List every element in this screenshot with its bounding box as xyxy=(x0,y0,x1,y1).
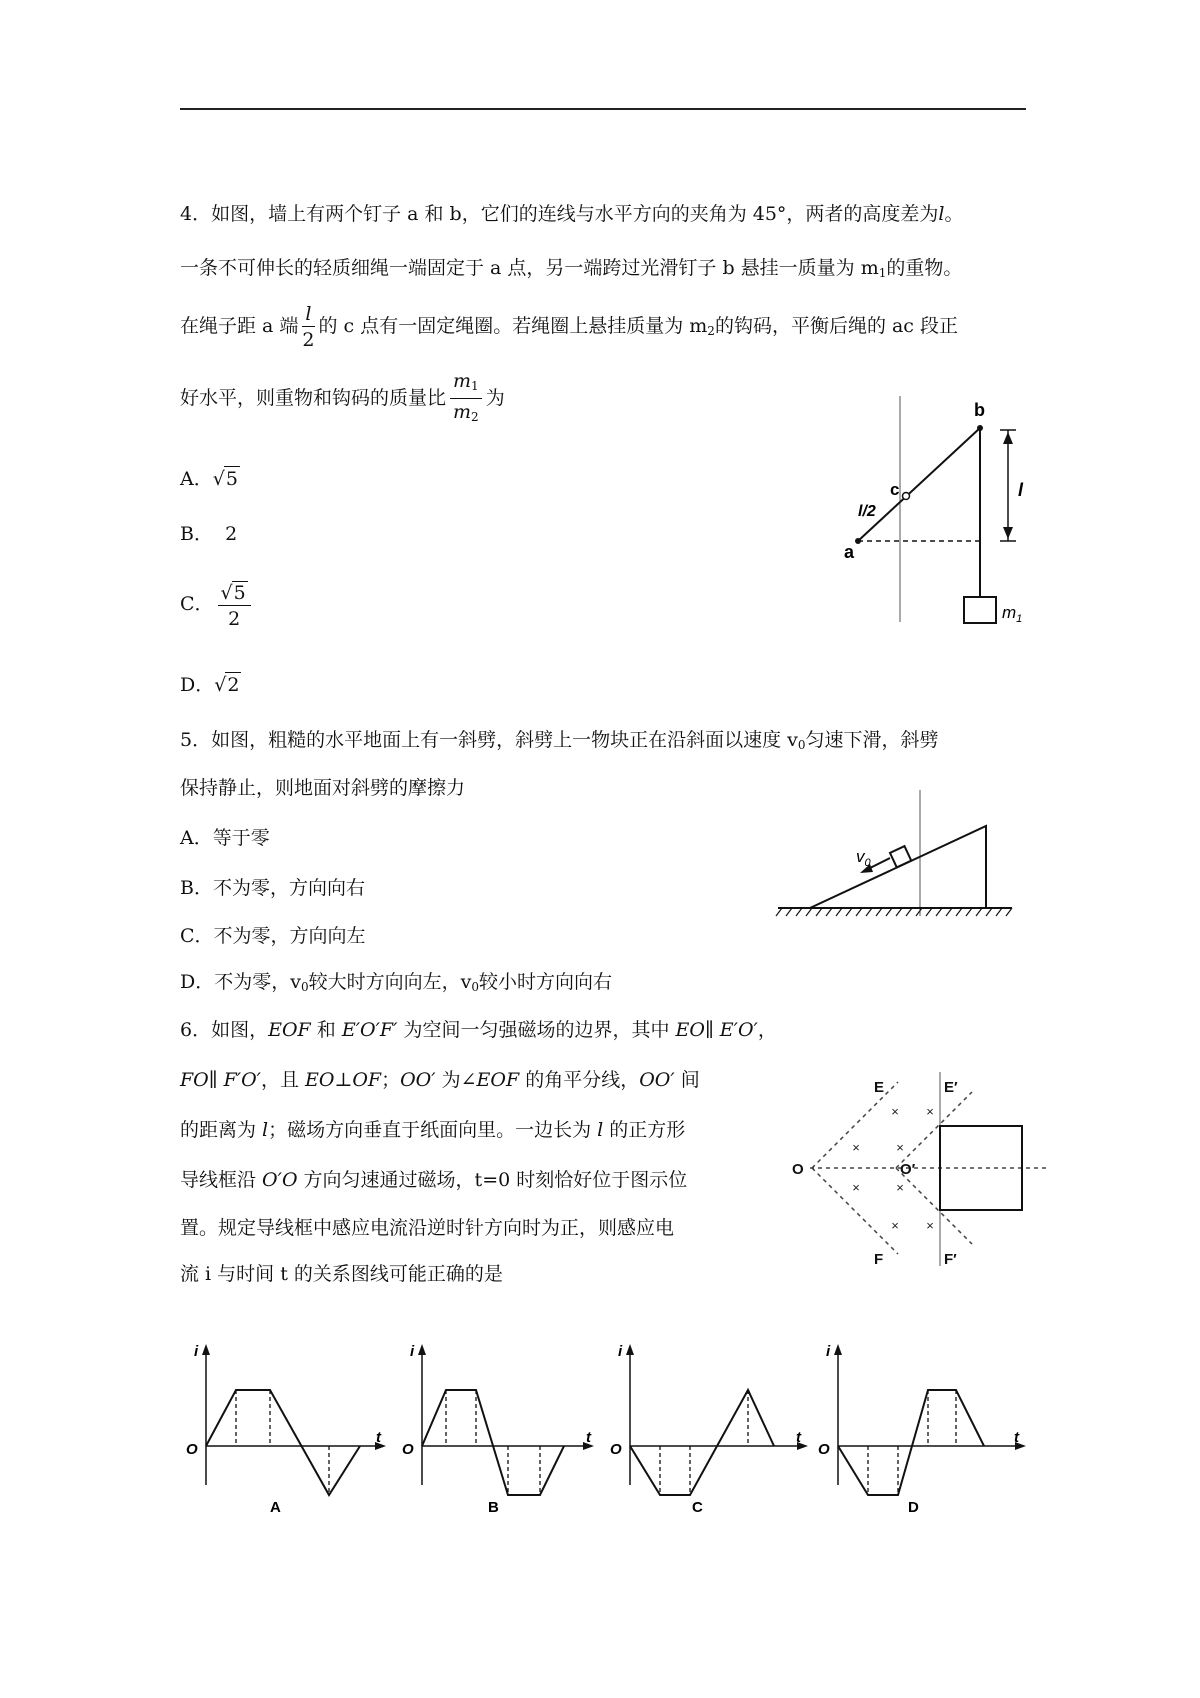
q4-line3: 在绳子距 a 端 $\frac{l}{2}$ 的 c 点有一固定绳圈。若绳圈上悬挂质量为 $m_2$的钩码，平衡后绳的 ac 段正 xyxy=(180,303,958,351)
axis-t-label: t xyxy=(586,1429,591,1446)
boundary-oe xyxy=(812,1082,898,1168)
field-mark: × xyxy=(926,1104,934,1119)
field-mark: × xyxy=(891,1104,899,1119)
label-a: a xyxy=(844,542,855,562)
label-half-l: l/2 xyxy=(858,503,876,520)
boundary-o2e2 xyxy=(896,1092,972,1168)
ring-c xyxy=(903,493,910,500)
arrow-up xyxy=(1003,432,1013,444)
label-O: O xyxy=(792,1161,804,1178)
axis-i-label: i xyxy=(410,1343,415,1360)
ground-hatching xyxy=(776,908,1012,916)
label-l: l xyxy=(1018,480,1024,500)
q4-line4: 好水平，则重物和钩码的质量比 $\frac{m_1}{m_2}$ 为 xyxy=(180,370,505,424)
header-rule xyxy=(180,108,1026,110)
axis-i-label: i xyxy=(826,1343,831,1360)
axis-t-label: t xyxy=(376,1429,381,1446)
field-mark: × xyxy=(926,1218,934,1233)
q5-option-b: B．不为零，方向向右 xyxy=(180,877,365,899)
q4-option-d: D．√2 xyxy=(180,674,240,696)
origin-label: O xyxy=(402,1441,414,1458)
q5-figure xyxy=(770,788,1020,920)
q5-option-c: C．不为零，方向向左 xyxy=(180,925,366,947)
q4-figure xyxy=(830,392,1040,627)
q6-line4: 导线框沿 O′O 方向匀速通过磁场，t=0 时刻恰好位于图示位 xyxy=(180,1169,688,1191)
field-mark: × xyxy=(891,1218,899,1233)
axis-t-label: t xyxy=(1014,1429,1019,1446)
origin-label: O xyxy=(610,1441,622,1458)
graph-label-d: D xyxy=(908,1499,919,1515)
q5-line2: 保持静止，则地面对斜劈的摩擦力 xyxy=(180,777,466,799)
label-m1: $m_1$ xyxy=(1002,603,1023,625)
q5-option-d: D．不为零，$v_0$较大时方向向左，$v_0$较小时方向向右 xyxy=(180,971,612,994)
q6-line2: FO∥ F′O′，且 EO⊥OF；OO′ 为∠EOF 的角平分线，OO′ 间 xyxy=(180,1069,700,1091)
label-v0: $v_0$ xyxy=(856,847,871,869)
field-mark: × xyxy=(896,1180,904,1195)
origin-label: O xyxy=(818,1441,830,1458)
axis-t-label: t xyxy=(796,1429,801,1446)
rope-ac-b xyxy=(858,428,980,541)
graph-label-c: C xyxy=(692,1499,703,1515)
nail-a xyxy=(855,538,861,544)
axis-i-label: i xyxy=(618,1343,623,1360)
q5-line1: 5．如图，粗糙的水平地面上有一斜劈，斜劈上一物块正在沿斜面以速度 $v_0$匀速下滑，斜劈 xyxy=(180,729,939,752)
graph-d xyxy=(818,1343,1026,1515)
q4-option-a: A．√5 xyxy=(180,468,238,490)
graph-label-a: A xyxy=(270,1499,281,1515)
q4-option-b: B． 2 xyxy=(180,523,238,545)
q6-graphs xyxy=(180,1340,1060,1515)
label-F2: F′ xyxy=(944,1251,957,1268)
label-b: b xyxy=(974,400,985,420)
label-E: E xyxy=(874,1079,885,1096)
graph-label-b: B xyxy=(488,1499,499,1515)
label-c: c xyxy=(890,480,900,499)
q6-line3: 的距离为 l；磁场方向垂直于纸面向里。一边长为 l 的正方形 xyxy=(180,1119,686,1141)
q4-line2: 一条不可伸长的轻质细绳一端固定于 a 点，另一端跨过光滑钉子 b 悬挂一质量为 $m_1$的重物。 xyxy=(180,257,963,280)
field-mark: × xyxy=(852,1140,860,1155)
graph-c xyxy=(610,1343,808,1515)
graph-a xyxy=(186,1343,386,1515)
boundary-o2f2 xyxy=(896,1168,972,1244)
q4-line1: 4．如图，墙上有两个钉子 a 和 b，它们的连线与水平方向的夹角为 45°，两者的高度差为l。 xyxy=(180,203,964,225)
label-F: F xyxy=(874,1251,884,1268)
q4-option-c: C． $\frac{√5}{2}$ xyxy=(180,574,255,634)
graph-b xyxy=(402,1343,594,1515)
field-mark: × xyxy=(852,1180,860,1195)
origin-label: O xyxy=(186,1441,198,1458)
field-mark: × xyxy=(896,1140,904,1155)
q5-option-a: A．等于零 xyxy=(180,827,270,849)
axis-i-label: i xyxy=(194,1343,199,1360)
arrow-down xyxy=(1003,527,1013,539)
q6-line6: 流 i 与时间 t 的关系图线可能正确的是 xyxy=(180,1263,503,1285)
label-O2: O′ xyxy=(900,1161,916,1178)
q6-line1: 6．如图，EOF 和 E′O′F′ 为空间一匀强磁场的边界，其中 EO∥ E′O′， xyxy=(180,1019,777,1041)
label-E2: E′ xyxy=(944,1079,958,1096)
nail-b xyxy=(977,425,983,431)
q6-line5: 置。规定导线框中感应电流沿逆时针方向时为正，则感应电 xyxy=(180,1217,675,1239)
block xyxy=(890,846,911,867)
q6-field-figure xyxy=(788,1070,1048,1270)
weight-m1 xyxy=(964,597,996,623)
